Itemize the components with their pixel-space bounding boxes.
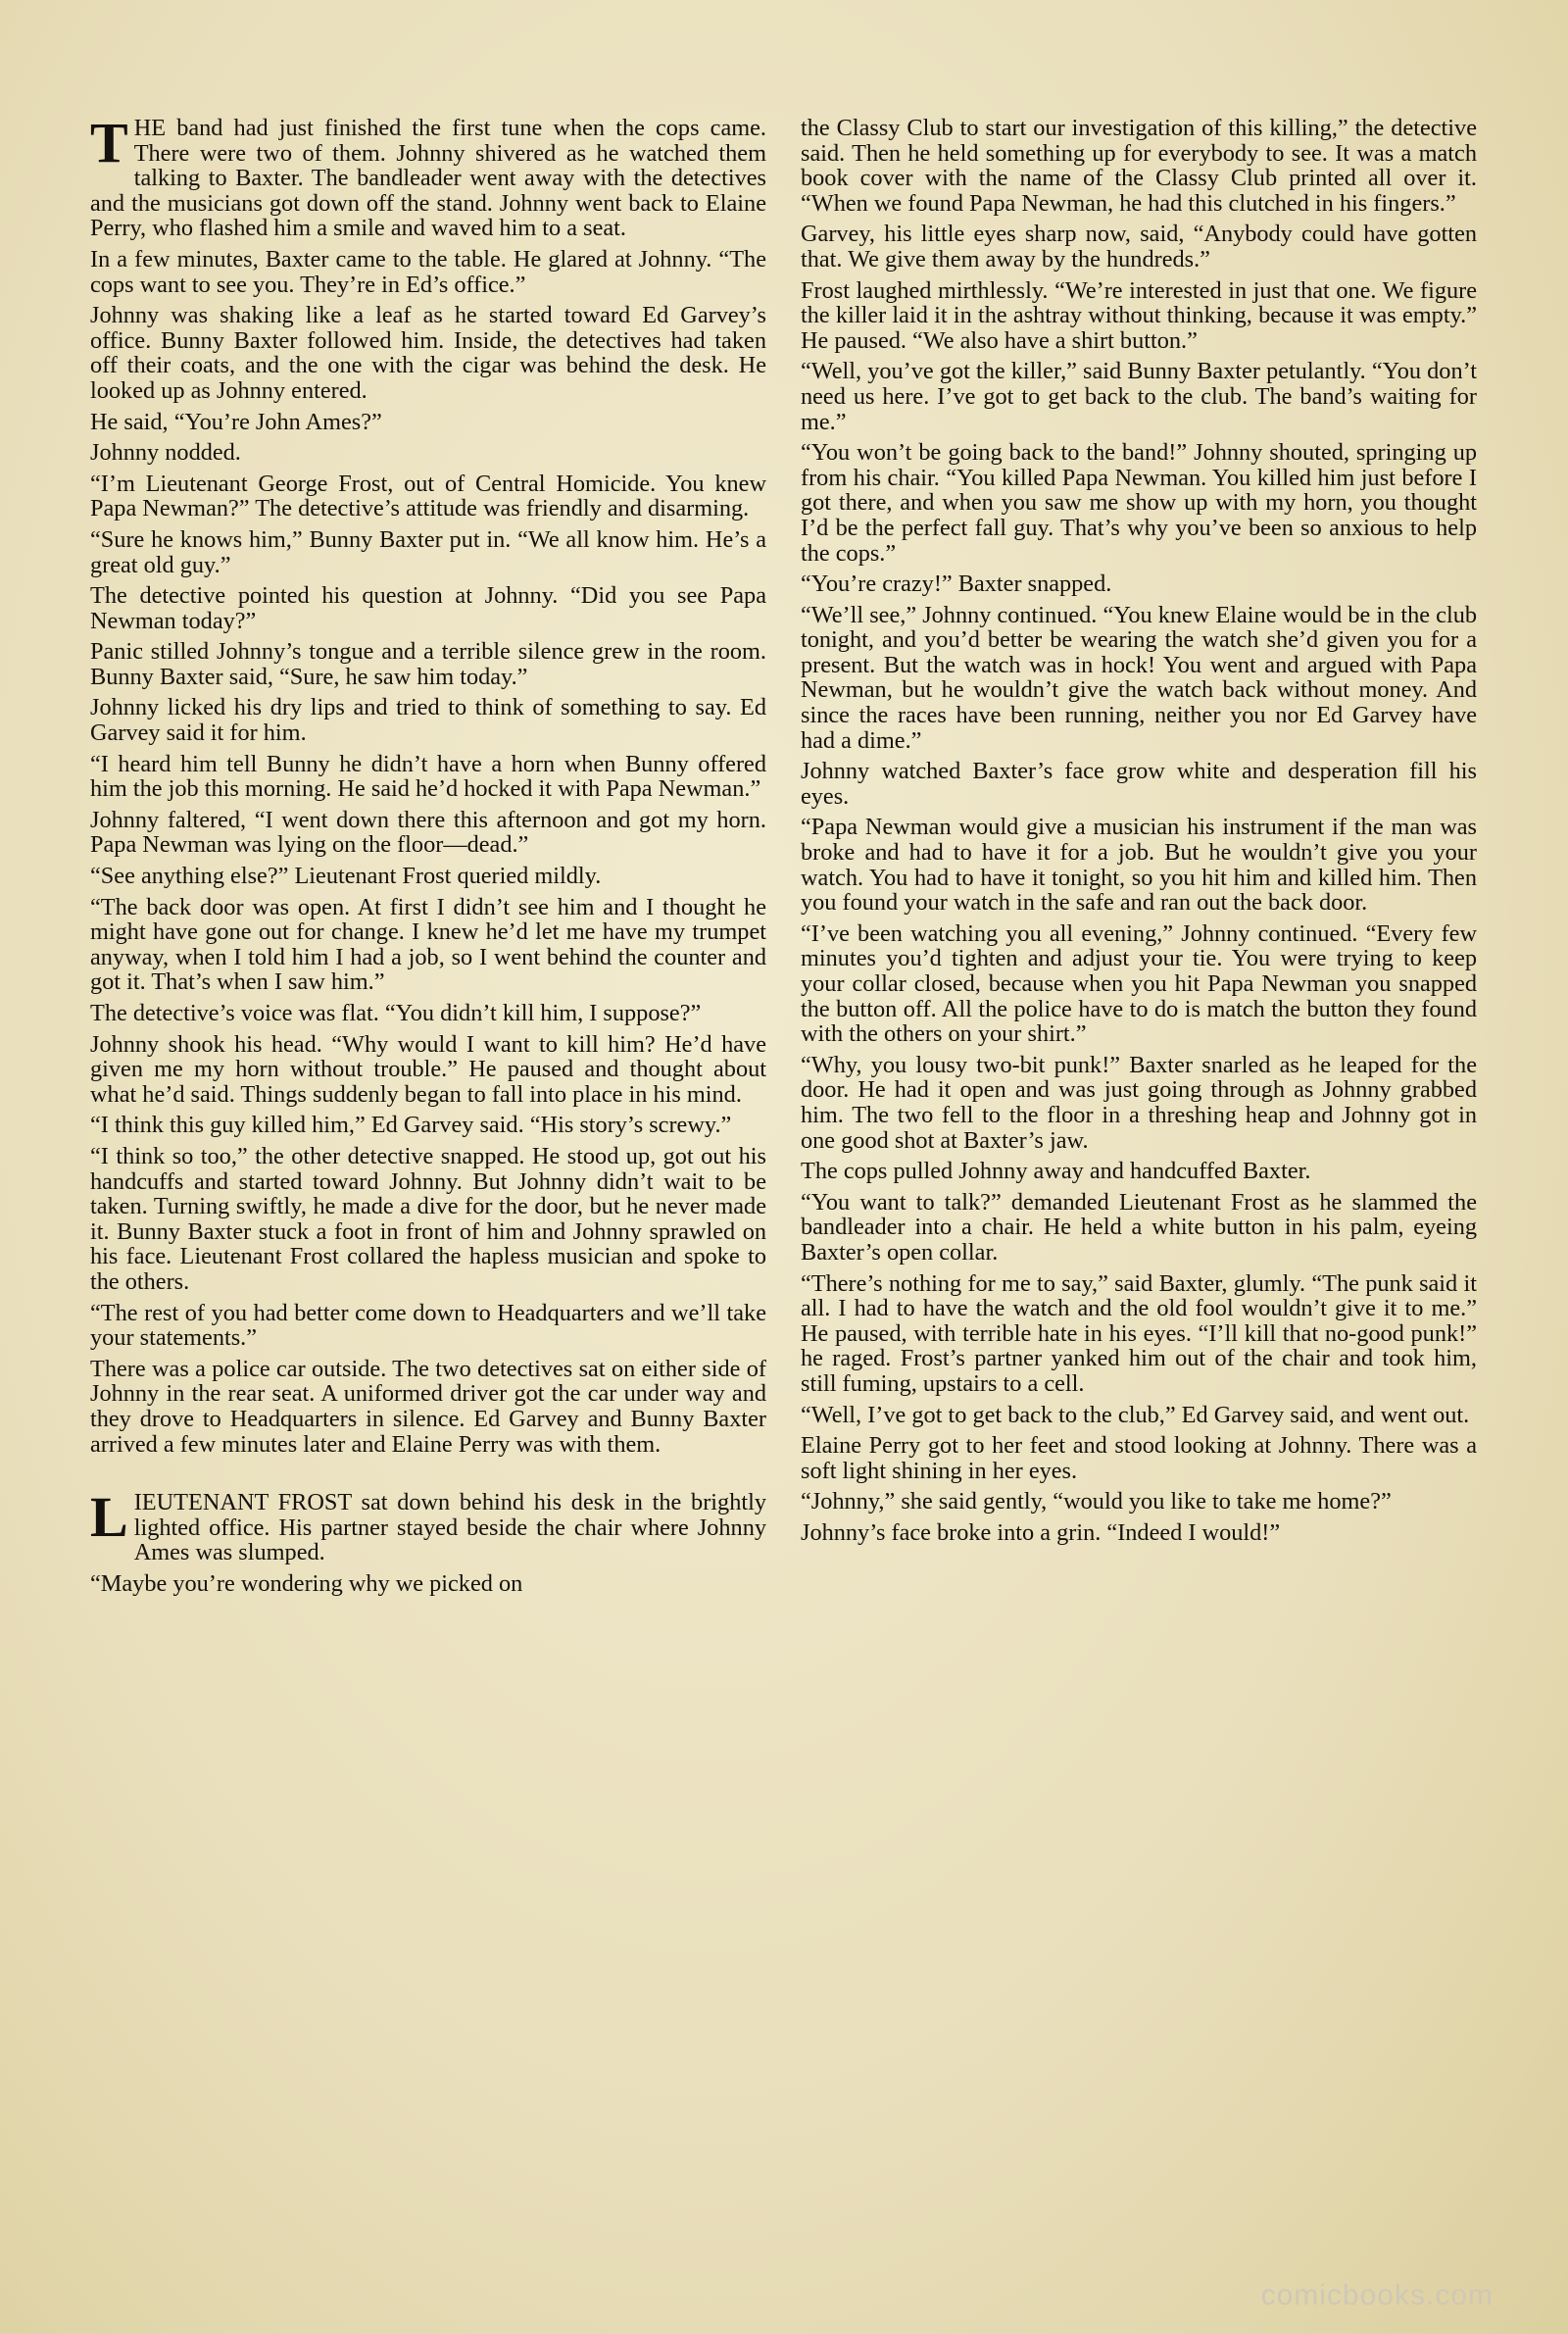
paragraph-text: There was a police car outside. The two detectives sat on either side of Johnny in the rear seat. A uniformed driver got the car under way and they drove to Headquarters in silence. Ed Garvey and Bunny Baxter arrived a few minutes later and Elaine Perry was with them. [90,1355,766,1458]
paragraph-text: Johnny watched Baxter’s face grow white and desperation fill his eyes. [801,758,1477,810]
paragraph [90,1301,766,1351]
paragraph-text: In a few minutes, Baxter came to the table. He glared at Johnny. “The cops want to see you. They’re in Ed’s office.” [90,245,766,298]
right-text-column [801,116,1477,2253]
paragraph [801,440,1477,566]
paragraph-text: Johnny faltered, “I went down there this afternoon and got my horn. Papa Newman was lying on the floor—dead.” [90,806,766,859]
paragraph-text: “You want to talk?” demanded Lieutenant Frost as he slammed the bandleader into a chair. He held a white button in his palm, eyeing Baxter’s open collar. [801,1188,1477,1266]
left-text-column [90,116,766,2253]
paragraph-text: “You’re crazy!” Baxter snapped. [801,571,1112,598]
paragraph [801,1053,1477,1153]
paragraph-text: Johnny’s face broke into a grin. “Indeed I would!” [801,1518,1281,1546]
paragraph [90,695,766,745]
paragraph-text: “Well, I’ve got to get back to the club,” Ed Garvey said, and went out. [801,1401,1470,1428]
paragraph [801,222,1477,272]
paragraph [90,752,766,802]
paragraph [90,1144,766,1295]
paragraph [801,1190,1477,1266]
paragraph [90,1357,766,1457]
drop-cap: T [90,116,128,174]
paragraph [90,1113,766,1138]
paragraph-text: Johnny shook his head. “Why would I want to kill him? He’d have given me my horn without trouble.” He paused and thought about what he’d said. Things suddenly began to fall into place in his mind. [90,1030,766,1108]
paragraph-text: “I’m Lieutenant George Frost, out of Central Homicide. You knew Papa Newman?” The detective’s attitude was friendly and disarming. [90,470,766,522]
paragraph-text: “I think so too,” the other detective snapped. He stood up, got out his handcuffs and started toward Johnny. But Johnny didn’t wait to be taken. Turning swiftly, he made a dive for the door, but he never made it. Bunny Baxter stuck a foot in front of him and Johnny sprawled on his face. Lieutenant Frost collared the hapless musician and spoke to the others. [90,1142,766,1295]
paragraph-text: The detective’s voice was flat. “You didn’t kill him, I suppose?” [90,1000,702,1026]
paragraph-text: Johnny was shaking like a leaf as he started toward Ed Garvey’s office. Bunny Baxter followed him. Inside, the detectives had taken off their coats, and the one with the cigar was behind the desk. He looked up as Johnny entered. [90,302,766,404]
paragraph [801,603,1477,754]
paragraph [801,278,1477,354]
drop-cap: L [90,1485,128,1550]
paragraph [801,116,1477,216]
paragraph [90,472,766,521]
paragraph-text: “I’ve been watching you all evening,” Johnny continued. “Every few minutes you’d tighten and adjust your tie. You were trying to keep your collar closed, because when you hit Papa Newman you snapped the button off. All the police have to do is match the button they found with the others on your shirt.” [801,919,1477,1048]
paragraph-text: “Papa Newman would give a musician his instrument if the man was broke and had to have it for a job. But he wouldn’t give you your watch. You had to have it tonight, so you hit him and killed him. Then you found your watch in the safe and ran out the back door. [801,814,1477,917]
paragraph [90,1001,766,1026]
paragraph [801,1403,1477,1428]
paragraph [801,1520,1477,1546]
paragraph [801,1271,1477,1397]
paragraph [90,116,766,241]
paragraph [90,864,766,889]
paragraph-text: IEUTENANT FROST sat down behind his desk in the brightly lighted office. His partner stayed beside the chair where Johnny Ames was slumped. [133,1489,766,1566]
paragraph-text: “Why, you lousy two-bit punk!” Baxter snarled as he leaped for the door. He had it open and was just going through as Johnny grabbed him. The two fell to the floor in a threshing heap and Johnny got in one good shot at Baxter’s jaw. [801,1051,1477,1154]
paragraph [90,440,766,466]
paragraph-text: the Classy Club to start our investigation of this killing,” the detective said. Then he held something up for everybody to see. It was a match book cover with the name of the Classy Club printed all over it. “When we found Papa Newman, he had this clutched in his fingers.” [801,116,1477,217]
paragraph [90,895,766,995]
paragraph-text: “I think this guy killed him,” Ed Garvey said. “His story’s screwy.” [90,1112,732,1139]
paragraph [801,1159,1477,1184]
paragraph-text: Johnny licked his dry lips and tried to think of something to say. Ed Garvey said it for him. [90,694,766,747]
paragraph-text: “There’s nothing for me to say,” said Baxter, glumly. “The punk said it all. I had to have the watch and the old fool wouldn’t give it to me.” He paused, with terrible hate in his eyes. “I’ll kill that no-good punk!” he raged. Frost’s partner yanked him out of the chair and took him, still fuming, upstairs to a cell. [801,1269,1477,1397]
paragraph [90,1485,766,1566]
paragraph-text: “Sure he knows him,” Bunny Baxter put in. “We all know him. He’s a great old guy.” [90,525,766,578]
paragraph [801,1489,1477,1515]
paragraph-text: “The rest of you had better come down to Headquarters and we’ll take your statements.” [90,1299,766,1352]
paragraph [90,410,766,435]
paragraph-text: Elaine Perry got to her feet and stood looking at Johnny. There was a soft light shining in her eyes. [801,1432,1477,1484]
paragraph [90,639,766,689]
paragraph [801,921,1477,1047]
paragraph [90,808,766,858]
paragraph [90,583,766,633]
watermark: comicbooks.com [1260,2279,1494,2311]
section-break [90,1463,766,1490]
paragraph-text: He said, “You’re John Ames?” [90,408,382,435]
paragraph [90,1571,766,1597]
paragraph-text: “See anything else?” Lieutenant Frost queried mildly. [90,863,602,890]
paragraph [90,303,766,403]
paragraph-text: The detective pointed his question at Johnny. “Did you see Papa Newman today?” [90,582,766,634]
paragraph-text: “Maybe you’re wondering why we picked on [90,1569,523,1597]
paragraph-text: “The back door was open. At first I didn’t see him and I thought he might have gone out for change. I knew he’d let me have my trumpet anyway, when I told him I had a job, so I went behind the counter and got it. That’s when I saw him.” [90,893,766,996]
paragraph-text: Garvey, his little eyes sharp now, said, “Anybody could have gotten that. We give them away by the hundreds.” [801,221,1477,273]
paragraph [90,247,766,297]
paragraph [90,527,766,577]
paragraph-text: The cops pulled Johnny away and handcuffed Baxter. [801,1158,1311,1185]
paragraph [801,359,1477,434]
paragraph-text: “We’ll see,” Johnny continued. “You knew Elaine would be in the club tonight, and you’d better be wearing the watch she’d given you for a present. But the watch was in hock! You went and argued with Papa Newman, but he wouldn’t give the watch back without money. And since the races have been running, neither you nor Ed Garvey have had a dime.” [801,601,1477,754]
paragraph [801,571,1477,597]
paragraph-text: “I heard him tell Bunny he didn’t have a horn when Bunny offered him the job this morning. He said he’d hocked it with Papa Newman.” [90,750,766,803]
paragraph-text: “Well, you’ve got the killer,” said Bunny Baxter petulantly. “You don’t need us here. I’ve got to get back to the club. The band’s waiting for me.” [801,358,1477,435]
paragraph-text: HE band had just finished the first tune when the cops came. There were two of them. Johnny shivered as he watched them talking to Baxter. The bandleader went away with the detectives and the musicians got down off the stand. Johnny went back to Elaine Perry, who flashed him a smile and waved him to a seat. [90,116,766,242]
paragraph-text: Frost laughed mirthlessly. “We’re interested in just that one. We figure the killer laid it in the ashtray without thinking, because it was empty.” He paused. “We also have a shirt button.” [801,276,1477,354]
paragraph-text: “Johnny,” she said gently, “would you like to take me home?” [801,1488,1392,1515]
paragraph-text: Panic stilled Johnny’s tongue and a terrible silence grew in the room. Bunny Baxter said, “Sure, he saw him today.” [90,638,766,690]
paragraph-text: “You won’t be going back to the band!” Johnny shouted, springing up from his chair. “You killed Papa Newman. You killed him just before I got there, and when you saw me show up with my horn, you thought I’d be the perfect fall guy. That’s why you’ve been so anxious to help the cops.” [801,439,1477,567]
paragraph [801,759,1477,809]
paragraph-text: Johnny nodded. [90,439,241,467]
paragraph [801,815,1477,915]
paragraph [801,1433,1477,1483]
paragraph [90,1032,766,1108]
